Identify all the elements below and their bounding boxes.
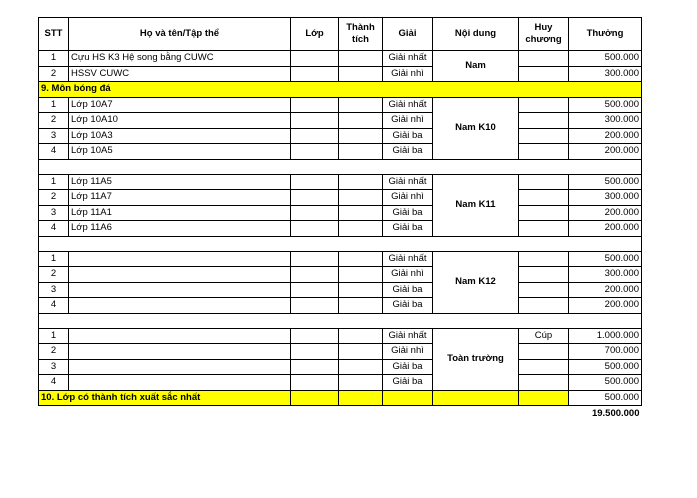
thanh-tich-cell	[339, 282, 383, 298]
thuong-cell: 500.000	[569, 390, 642, 406]
thuong-cell: 500.000	[569, 51, 642, 67]
stt-cell: 3	[39, 205, 69, 221]
name-cell: Lớp 10A10	[69, 113, 291, 129]
table-row	[39, 66, 642, 82]
total-row	[39, 406, 642, 423]
stt-cell: 3	[39, 128, 69, 144]
name-cell: Lớp 11A6	[69, 221, 291, 237]
name-cell	[69, 359, 291, 375]
thanh-tich-cell	[339, 267, 383, 283]
lop-cell	[291, 282, 339, 298]
table-row	[39, 51, 642, 67]
giai-cell: Giải ba	[383, 221, 433, 237]
giai-cell: Giải nhất	[383, 328, 433, 344]
noi-dung-cell: Nam	[433, 51, 519, 82]
table-row	[39, 221, 642, 237]
huy-chuong-cell	[519, 282, 569, 298]
header-thanh-tich: Thành tích	[339, 18, 383, 51]
lop-cell	[291, 359, 339, 375]
header-huy-chuong: Huy chương	[519, 18, 569, 51]
noi-dung-cell: Nam K10	[433, 97, 519, 159]
giai-cell: Giải ba	[383, 128, 433, 144]
header-row	[39, 18, 642, 51]
table-row	[39, 97, 642, 113]
spacer-row	[39, 236, 642, 251]
name-cell	[69, 282, 291, 298]
lop-cell	[291, 190, 339, 206]
huy-chuong-cell	[519, 113, 569, 129]
award-sheet	[38, 17, 642, 422]
lop-cell	[291, 113, 339, 129]
lop-cell	[291, 97, 339, 113]
huy-chuong-cell	[519, 97, 569, 113]
table-row	[39, 282, 642, 298]
stt-cell: 1	[39, 251, 69, 267]
huy-chuong-cell	[519, 174, 569, 190]
lop-cell	[291, 174, 339, 190]
thuong-cell: 500.000	[569, 251, 642, 267]
lop-cell	[291, 66, 339, 82]
huy-chuong-cell: Cúp	[519, 328, 569, 344]
giai-cell: Giải nhất	[383, 97, 433, 113]
stt-cell: 2	[39, 344, 69, 360]
thanh-tich-cell	[339, 328, 383, 344]
huy-chuong-cell	[519, 344, 569, 360]
huy-chuong-cell	[519, 267, 569, 283]
giai-cell: Giải ba	[383, 359, 433, 375]
huy-chuong-cell	[519, 298, 569, 314]
name-cell	[69, 267, 291, 283]
huy-chuong-cell	[519, 221, 569, 237]
lop-cell	[291, 221, 339, 237]
stt-cell: 1	[39, 51, 69, 67]
section-row	[39, 82, 642, 98]
header-thuong: Thưởng	[569, 18, 642, 51]
stt-cell: 3	[39, 282, 69, 298]
table-row	[39, 267, 642, 283]
lop-cell	[291, 328, 339, 344]
thuong-cell: 200.000	[569, 144, 642, 160]
section-row	[39, 390, 642, 406]
spacer-row	[39, 313, 642, 328]
huy-chuong-cell	[519, 359, 569, 375]
giai-cell: Giải ba	[383, 298, 433, 314]
table-row	[39, 128, 642, 144]
thuong-cell: 200.000	[569, 128, 642, 144]
huy-chuong-cell	[519, 251, 569, 267]
header-giai: Giải	[383, 18, 433, 51]
huy-chuong-cell	[519, 190, 569, 206]
stt-cell: 1	[39, 328, 69, 344]
thuong-cell: 500.000	[569, 174, 642, 190]
thanh-tich-cell	[339, 51, 383, 67]
giai-cell: Giải nhì	[383, 113, 433, 129]
thanh-tich-cell	[339, 144, 383, 160]
lop-cell	[291, 205, 339, 221]
stt-cell: 4	[39, 221, 69, 237]
huy-chuong-cell	[519, 128, 569, 144]
name-cell: Lớp 10A3	[69, 128, 291, 144]
section-title: 10. Lớp có thành tích xuất sắc nhất	[39, 390, 291, 406]
lop-cell	[291, 251, 339, 267]
table-row	[39, 298, 642, 314]
thanh-tich-cell	[339, 221, 383, 237]
grand-total: 19.500.000	[591, 408, 640, 419]
giai-cell: Giải ba	[383, 282, 433, 298]
giai-cell: Giải nhì	[383, 190, 433, 206]
stt-cell: 2	[39, 66, 69, 82]
lop-cell	[291, 128, 339, 144]
name-cell: Lớp 10A5	[69, 144, 291, 160]
spacer-row	[39, 159, 642, 174]
huy-chuong-cell	[519, 144, 569, 160]
stt-cell: 2	[39, 113, 69, 129]
thuong-cell: 500.000	[569, 359, 642, 375]
thanh-tich-cell	[339, 251, 383, 267]
lop-cell	[291, 267, 339, 283]
thanh-tich-cell	[339, 128, 383, 144]
name-cell	[69, 251, 291, 267]
table-row	[39, 113, 642, 129]
lop-cell	[291, 51, 339, 67]
name-cell	[69, 344, 291, 360]
header-noi-dung: Nội dung	[433, 18, 519, 51]
noi-dung-cell: Toàn trường	[433, 328, 519, 390]
table-row	[39, 375, 642, 391]
lop-cell	[291, 144, 339, 160]
header-lop: Lớp	[291, 18, 339, 51]
section-title: 9. Môn bóng đá	[39, 82, 642, 98]
table-row	[39, 190, 642, 206]
header-stt: STT	[39, 18, 69, 51]
name-cell: Lớp 11A5	[69, 174, 291, 190]
thuong-cell: 500.000	[569, 97, 642, 113]
lop-cell	[291, 298, 339, 314]
giai-cell: Giải nhì	[383, 344, 433, 360]
name-cell: Cựu HS K3 Hệ song bằng CUWC	[69, 51, 291, 67]
name-cell	[69, 375, 291, 391]
huy-chuong-cell	[519, 51, 569, 67]
thuong-cell: 700.000	[569, 344, 642, 360]
table-row	[39, 328, 642, 344]
giai-cell: Giải nhất	[383, 174, 433, 190]
noi-dung-cell: Nam K12	[433, 251, 519, 313]
thuong-cell: 200.000	[569, 282, 642, 298]
thuong-cell: 500.000	[569, 375, 642, 391]
table-row	[39, 205, 642, 221]
name-cell: Lớp 11A1	[69, 205, 291, 221]
name-cell: Lớp 10A7	[69, 97, 291, 113]
huy-chuong-cell	[519, 375, 569, 391]
giai-cell: Giải nhất	[383, 251, 433, 267]
thanh-tich-cell	[339, 97, 383, 113]
thanh-tich-cell	[339, 375, 383, 391]
stt-cell: 2	[39, 267, 69, 283]
lop-cell	[291, 344, 339, 360]
award-table	[38, 17, 642, 422]
noi-dung-cell: Nam K11	[433, 174, 519, 236]
table-row	[39, 359, 642, 375]
thuong-cell: 300.000	[569, 190, 642, 206]
table-row	[39, 174, 642, 190]
thuong-cell: 300.000	[569, 66, 642, 82]
name-cell	[69, 298, 291, 314]
thuong-cell: 300.000	[569, 113, 642, 129]
giai-cell: Giải nhì	[383, 66, 433, 82]
huy-chuong-cell	[519, 205, 569, 221]
stt-cell: 3	[39, 359, 69, 375]
thanh-tich-cell	[339, 298, 383, 314]
thuong-cell: 200.000	[569, 298, 642, 314]
lop-cell	[291, 375, 339, 391]
stt-cell: 4	[39, 144, 69, 160]
thanh-tich-cell	[339, 344, 383, 360]
thanh-tich-cell	[339, 113, 383, 129]
name-cell: HSSV CUWC	[69, 66, 291, 82]
header-name: Họ và tên/Tập thể	[69, 18, 291, 51]
thuong-cell: 200.000	[569, 221, 642, 237]
table-row	[39, 344, 642, 360]
thuong-cell: 1.000.000	[569, 328, 642, 344]
table-row	[39, 251, 642, 267]
thanh-tich-cell	[339, 190, 383, 206]
thanh-tich-cell	[339, 359, 383, 375]
stt-cell: 1	[39, 174, 69, 190]
giai-cell: Giải ba	[383, 375, 433, 391]
thuong-cell: 300.000	[569, 267, 642, 283]
huy-chuong-cell	[519, 66, 569, 82]
stt-cell: 4	[39, 298, 69, 314]
thanh-tich-cell	[339, 205, 383, 221]
thanh-tich-cell	[339, 66, 383, 82]
thanh-tich-cell	[339, 174, 383, 190]
table-row	[39, 144, 642, 160]
giai-cell: Giải nhất	[383, 51, 433, 67]
stt-cell: 1	[39, 97, 69, 113]
stt-cell: 4	[39, 375, 69, 391]
name-cell	[69, 328, 291, 344]
giai-cell: Giải ba	[383, 205, 433, 221]
giai-cell: Giải nhì	[383, 267, 433, 283]
thuong-cell: 200.000	[569, 205, 642, 221]
stt-cell: 2	[39, 190, 69, 206]
giai-cell: Giải ba	[383, 144, 433, 160]
name-cell: Lớp 11A7	[69, 190, 291, 206]
